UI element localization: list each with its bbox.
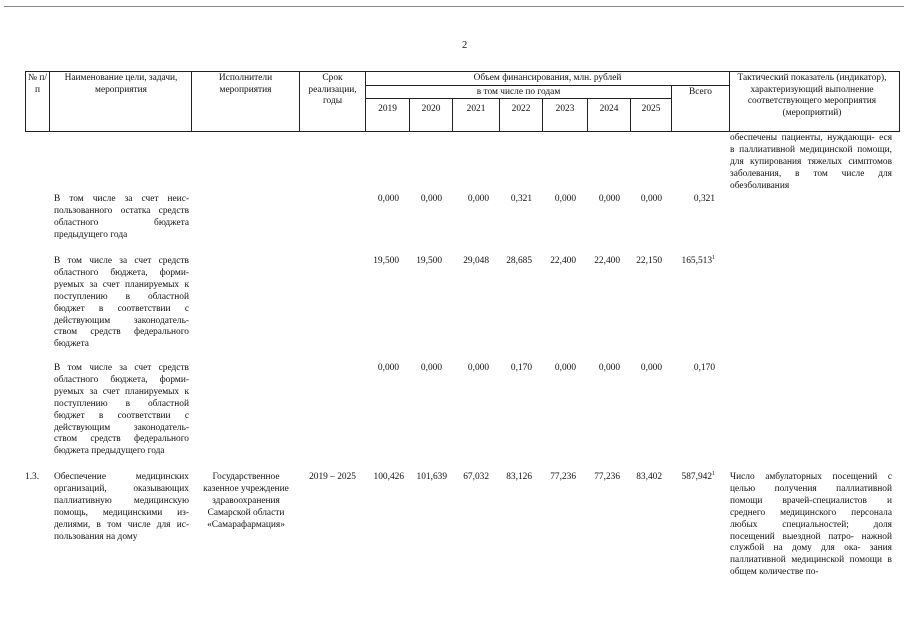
value-cell: 0,000 (467, 194, 489, 204)
row-executor: Государственное казенное учреждение здравоохранения Самарской области «Самарафармация» (203, 472, 289, 530)
footnote-mark: 1 (712, 255, 715, 261)
value-cell: 0,000 (467, 363, 489, 373)
row-name: Обеспечение медицинских организаций, оказывающих паллиативную медицинскую помощь, медицинскими из- делиями, в том числе для ис- пользования на дому (54, 472, 189, 542)
value-cell: 77,236 (550, 472, 576, 482)
value-cell: 0,321 (510, 194, 532, 204)
total-cell: 0,170 (693, 363, 715, 373)
header-executor: Исполнители мероприятия (218, 73, 273, 95)
value-cell: 101,639 (416, 472, 447, 482)
value-cell: 0,000 (377, 363, 399, 373)
header-volume: Объем финансирования, млн. рублей (473, 73, 622, 83)
row-name: В том числе за счет средств областного бюджета, форми- руемых за счет планируемых к поступлению в областной бюджет в соответствии с действующим законодатель- ством средств федерального бюджета (54, 256, 189, 350)
value-cell: 0,000 (640, 194, 662, 204)
header-year: 2019 (378, 104, 397, 114)
header-year: 2024 (599, 104, 619, 114)
value-cell: 0,000 (377, 194, 399, 204)
header-year: 2025 (641, 104, 661, 114)
total-cell (665, 472, 715, 482)
indicator-text: Число амбулаторных посещений с целью получения паллиативной помощи врачей-специалистов и среднего медицинского персонала любых специальностей; доля посещений выездной патро- нажной службой на дому для ока- зания паллиативной медицинской помощи в общем количестве по- (730, 472, 892, 578)
header-indicator: Тактический показатель (индикатор), характеризующий выполнение соответствующего мероприятия (мероприятий) (737, 73, 887, 118)
page-number: 2 (462, 40, 468, 51)
table-header (25, 71, 900, 132)
value-cell: 22,400 (550, 256, 576, 266)
value-cell: 83,126 (506, 472, 532, 482)
value-cell: 77,236 (594, 472, 620, 482)
table-body (25, 132, 900, 632)
value-cell: 22,400 (594, 256, 620, 266)
header-num: № п/п (28, 73, 47, 95)
indicator-text: обеспечены пациенты, нуждающи- еся в паллиативной медицинской помощи, для купирования тяжелых симптомов заболевания, в том числе для обезболивания (730, 133, 892, 191)
value-cell: 29,048 (463, 256, 489, 266)
total-value: 165,513 (681, 256, 712, 266)
value-cell: 0,000 (554, 363, 576, 373)
header-term: Срок реализации, годы (308, 73, 357, 106)
row-name: В том числе за счет неис- пользованного остатка средств областного бюджета предыдущего года (54, 194, 189, 240)
total-value: 587,942 (681, 472, 712, 482)
value-cell: 0,000 (598, 363, 620, 373)
value-cell: 28,685 (506, 256, 532, 266)
header-including-years: в том числе по годам (476, 87, 561, 97)
value-cell: 83,402 (636, 472, 662, 482)
total-cell (665, 256, 715, 266)
row-term: 2019 – 2025 (309, 472, 356, 482)
header-total: Всего (689, 87, 712, 97)
value-cell: 22,150 (636, 256, 662, 266)
value-cell: 19,500 (416, 256, 442, 266)
value-cell: 0,000 (420, 194, 442, 204)
total-cell: 0,321 (693, 194, 715, 204)
header-year: 2020 (421, 104, 441, 114)
header-year: 2021 (466, 104, 486, 114)
value-cell: 19,500 (373, 256, 399, 266)
row-name: В том числе за счет средств областного бюджета, форми- руемых за счет планируемых к поступлению в областной бюджет в соответствии с действующим законодатель- ством средств федерального бюджета предыдущего года (54, 363, 189, 457)
page-top-border (4, 6, 904, 7)
value-cell: 0,000 (420, 363, 442, 373)
value-cell: 100,426 (373, 472, 404, 482)
row-number: 1.3. (25, 472, 40, 482)
value-cell: 67,032 (463, 472, 489, 482)
footnote-mark: 1 (712, 471, 715, 477)
value-cell: 0,000 (640, 363, 662, 373)
value-cell: 0,000 (554, 194, 576, 204)
header-year: 2023 (555, 104, 575, 114)
header-name: Наименование цели, задачи, мероприятия (64, 73, 178, 95)
value-cell: 0,170 (510, 363, 532, 373)
value-cell: 0,000 (598, 194, 620, 204)
header-year: 2022 (511, 104, 531, 114)
